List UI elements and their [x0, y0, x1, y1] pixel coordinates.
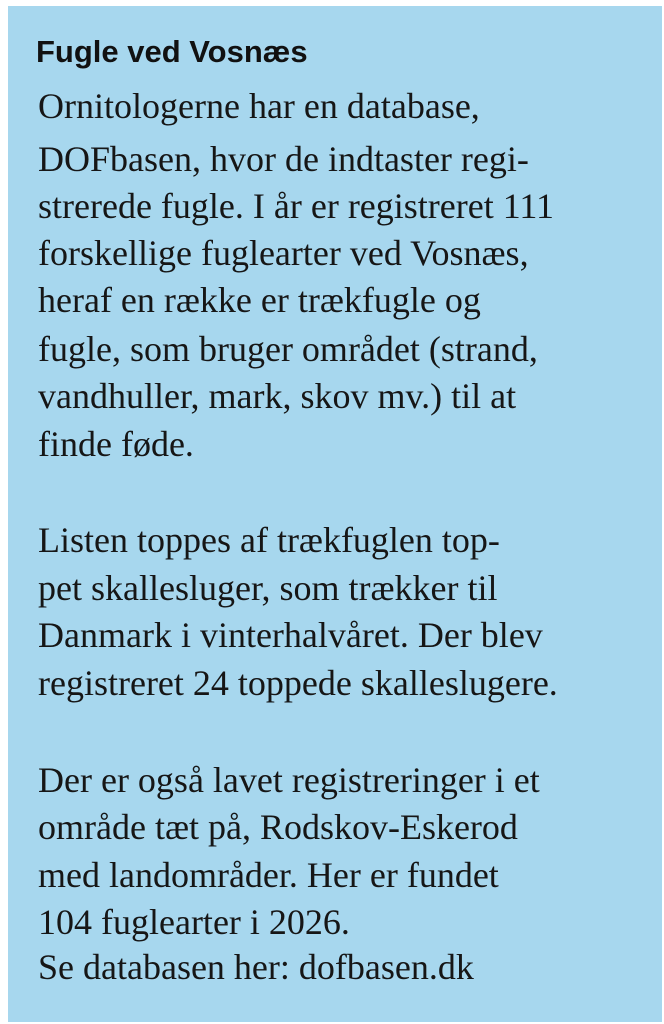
text-line: DOFbasen, hvor de indtaster regi- — [38, 139, 529, 179]
text-line: område tæt på, Rodskov-Eskerod — [38, 807, 518, 847]
text-line: strerede fugle. I år er registreret 111 — [38, 186, 555, 226]
article-box — [8, 6, 662, 1022]
text-line: Listen toppes af trækfuglen top- — [38, 520, 500, 560]
text-line: 104 fuglearter i 2026. — [38, 902, 350, 942]
text-line: finde føde. — [38, 424, 194, 464]
text-line: fugle, som bruger området (strand, — [38, 329, 538, 369]
article-title: Fugle ved Vosnæs — [36, 34, 308, 69]
text-line: Ornitologerne har en database, — [38, 86, 480, 126]
text-line: Der er også lavet registreringer i et — [38, 760, 540, 800]
text-line: pet skallesluger, som trækker til — [38, 568, 498, 608]
text-line: forskellige fuglearter ved Vosnæs, — [38, 233, 529, 273]
text-line: heraf en række er trækfugle og — [38, 280, 481, 320]
text-line: med landområder. Her er fundet — [38, 855, 499, 895]
text-line: registreret 24 toppede skalleslugere. — [38, 663, 558, 703]
website-reference: Se databasen her: dofbasen.dk — [38, 947, 474, 987]
text-line: Danmark i vinterhalvåret. Der blev — [38, 615, 543, 655]
text-line: vandhuller, mark, skov mv.) til at — [38, 376, 517, 416]
